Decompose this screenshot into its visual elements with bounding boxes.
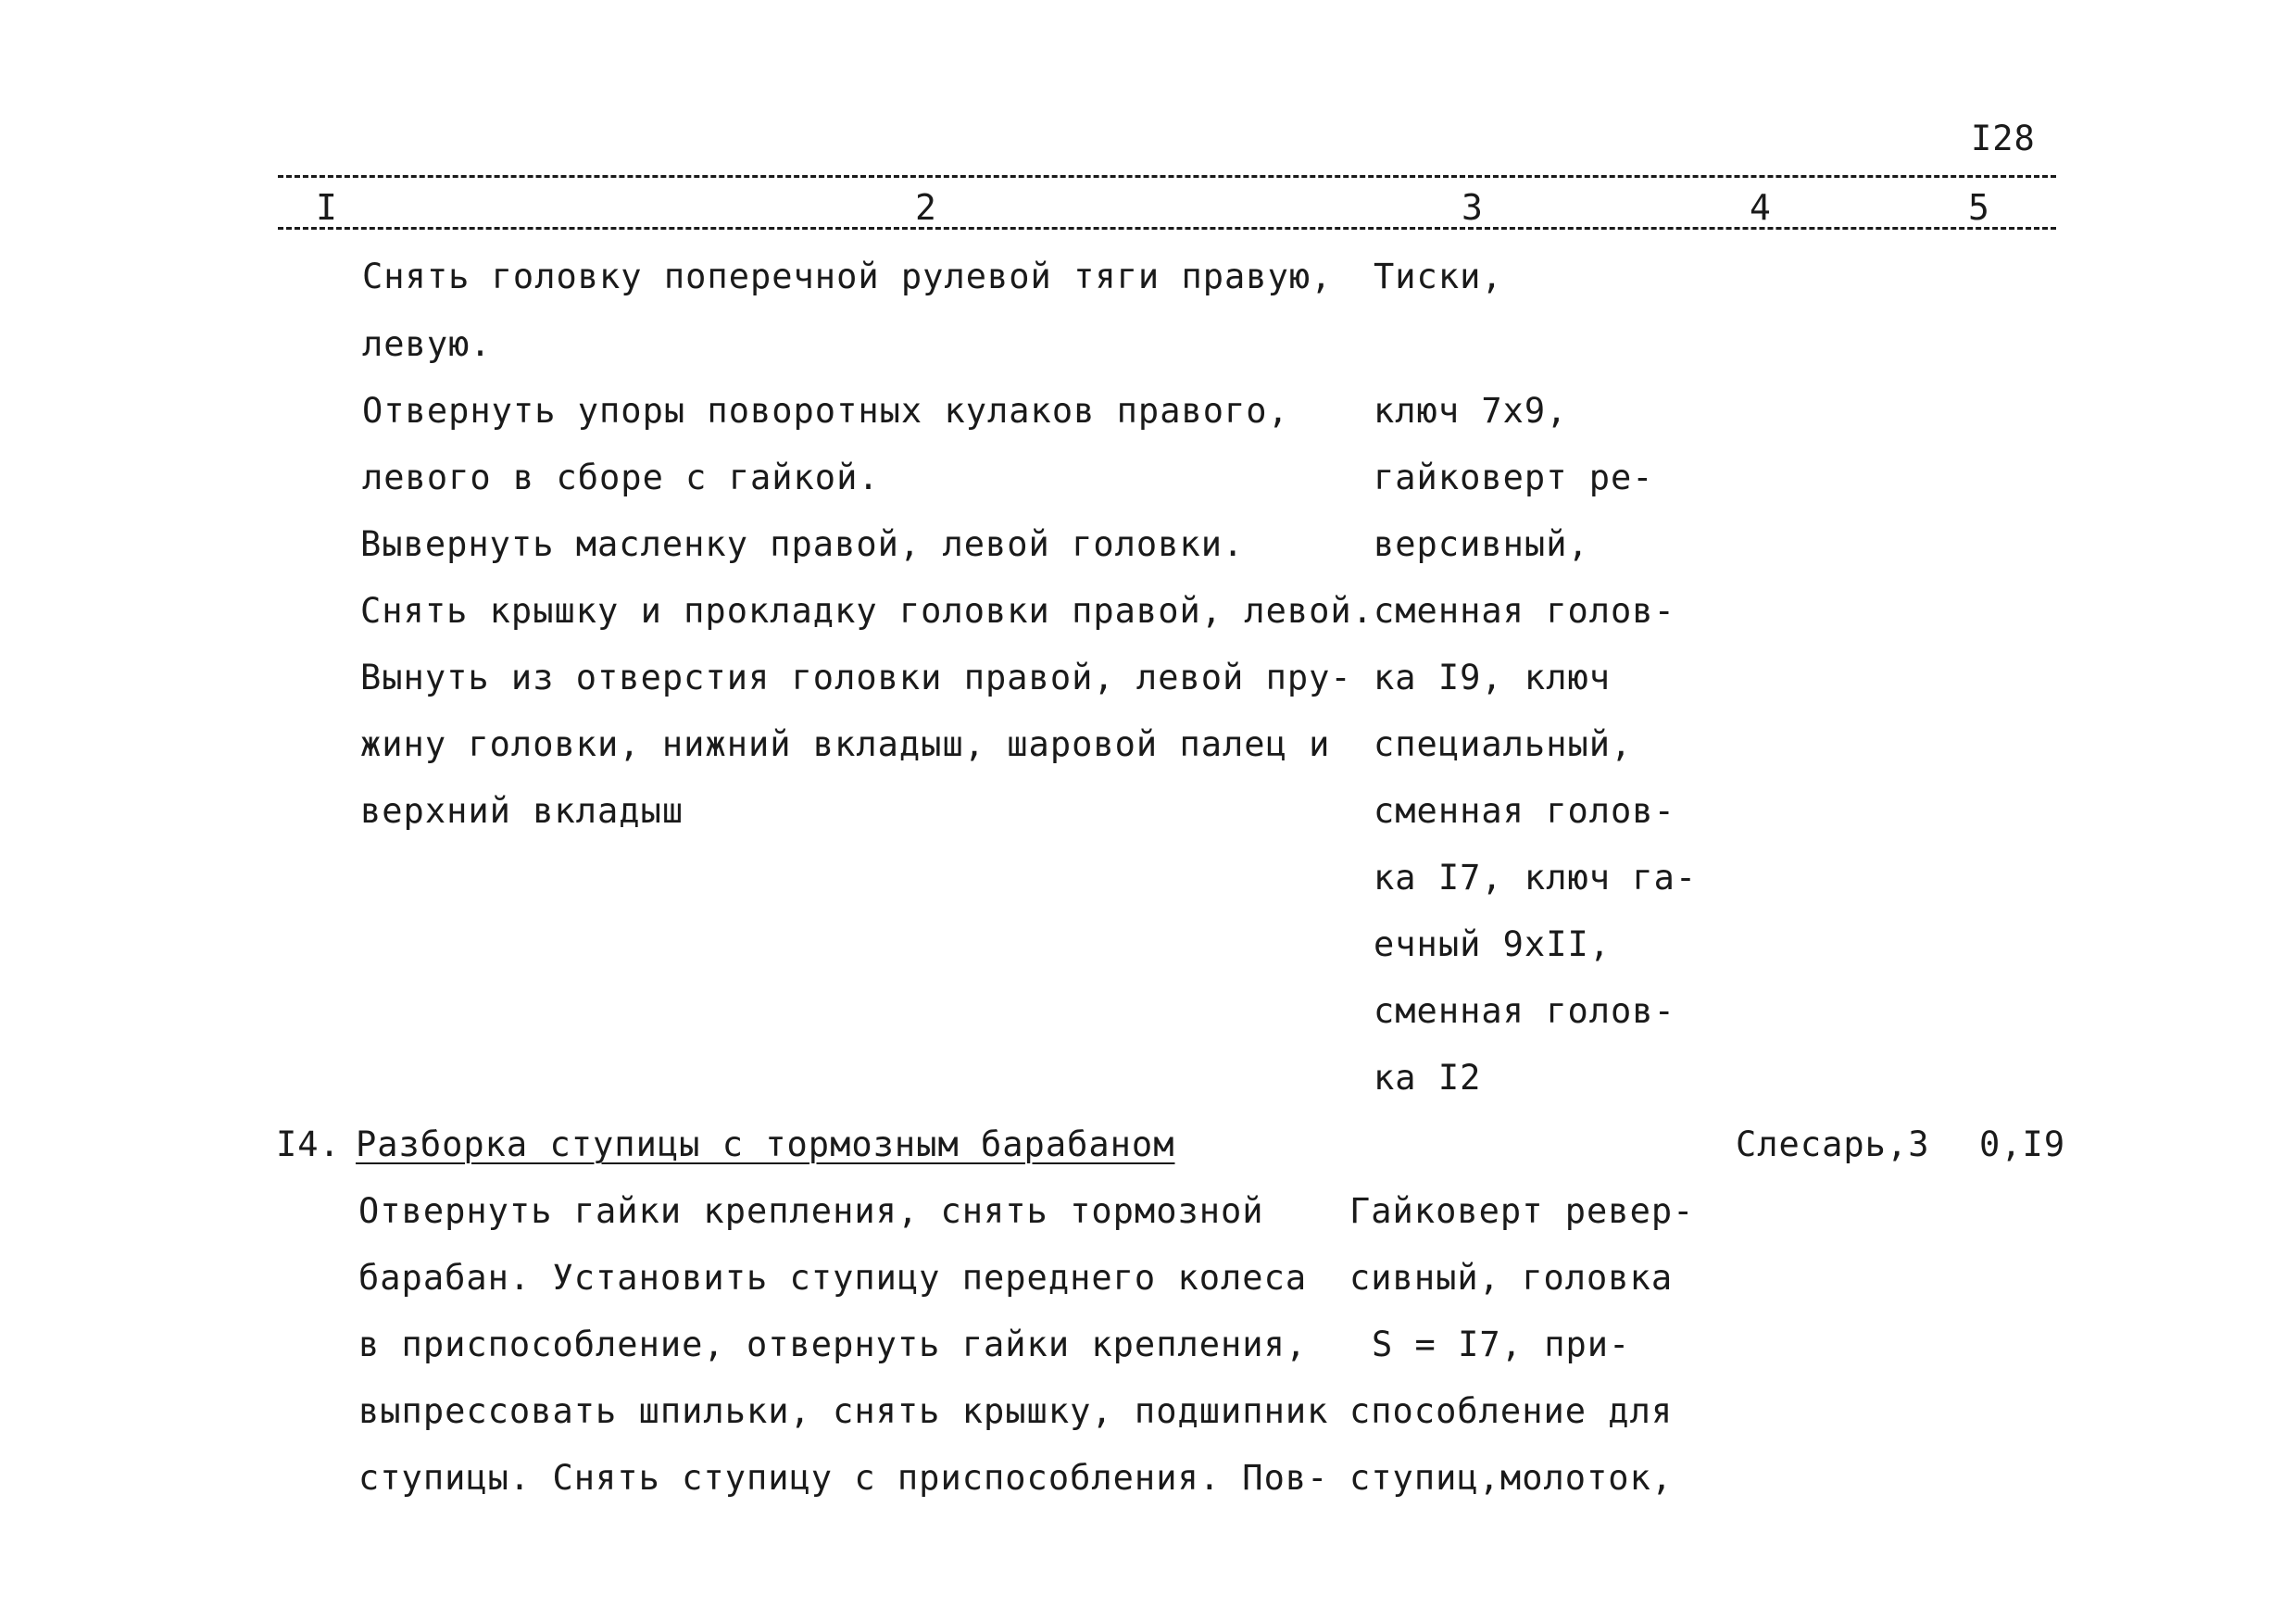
tool-line: Тиски,	[1374, 257, 1503, 296]
text-line: ступицы. Снять ступицу с приспособления. Пов-	[358, 1458, 1329, 1498]
tool-line: специальный,	[1374, 724, 1633, 764]
tool-line: ка I9, ключ	[1374, 658, 1612, 697]
header-bottom-rule	[278, 227, 2056, 230]
page-number: I28	[1971, 119, 2036, 158]
tool-line: версивный,	[1374, 524, 1589, 564]
text-line: Вывернуть масленку правой, левой головки.	[360, 524, 1245, 564]
column-number-3: 3	[1462, 187, 1483, 228]
item-number: I4.	[276, 1124, 341, 1164]
tool-line: гайковерт ре-	[1374, 458, 1654, 497]
tool-line: ечный 9хII,	[1374, 924, 1612, 964]
text-line: левого в сборе с гайкой.	[362, 458, 880, 497]
column-number-5: 5	[1968, 187, 1989, 228]
column-number-4: 4	[1750, 187, 1771, 228]
column-number-2: 2	[915, 187, 936, 228]
text-line: жину головки, нижний вкладыш, шаровой палец и	[360, 724, 1331, 764]
tool-line: ка I2	[1374, 1058, 1482, 1098]
tool-line: сивный, головка	[1349, 1258, 1674, 1298]
text-line: барабан. Установить ступицу переднего колеса	[358, 1258, 1308, 1298]
tool-line: сменная голов-	[1374, 991, 1675, 1031]
text-line: Отвернуть упоры поворотных кулаков правого,	[362, 391, 1289, 431]
text-line: левую.	[362, 324, 492, 364]
column-number-1: I	[316, 187, 337, 228]
text-line: Снять головку поперечной рулевой тяги правую,	[362, 257, 1333, 296]
tool-line: ступиц,молоток,	[1349, 1458, 1674, 1498]
text-line: Снять крышку и прокладку головки правой, левой.	[360, 591, 1374, 631]
time-norm: 0,I9	[1979, 1124, 2066, 1164]
text-line: верхний вкладыш	[360, 791, 684, 831]
tool-line: ка I7, ключ га-	[1374, 858, 1698, 898]
tool-line: S = I7, при-	[1372, 1325, 1631, 1364]
text-line: Вынуть из отверстия головки правой, левой пру-	[360, 658, 1352, 697]
tool-line: Гайковерт ревер-	[1349, 1191, 1695, 1231]
header-top-rule	[278, 175, 2056, 178]
tool-line: сменная голов-	[1374, 791, 1675, 831]
tool-line: сменная голов-	[1374, 591, 1675, 631]
operation-title: Разборка ступицы с тормозным барабаном	[356, 1124, 1175, 1164]
text-line: в приспособление, отвернуть гайки крепления,	[358, 1325, 1308, 1364]
text-line: выпрессовать шпильки, снять крышку, подшипник	[358, 1391, 1329, 1431]
tool-line: способление для	[1349, 1391, 1674, 1431]
tool-line: ключ 7х9,	[1374, 391, 1568, 431]
worker-grade: Слесарь,3	[1736, 1124, 1930, 1164]
text-line: Отвернуть гайки крепления, снять тормозной	[358, 1191, 1264, 1231]
